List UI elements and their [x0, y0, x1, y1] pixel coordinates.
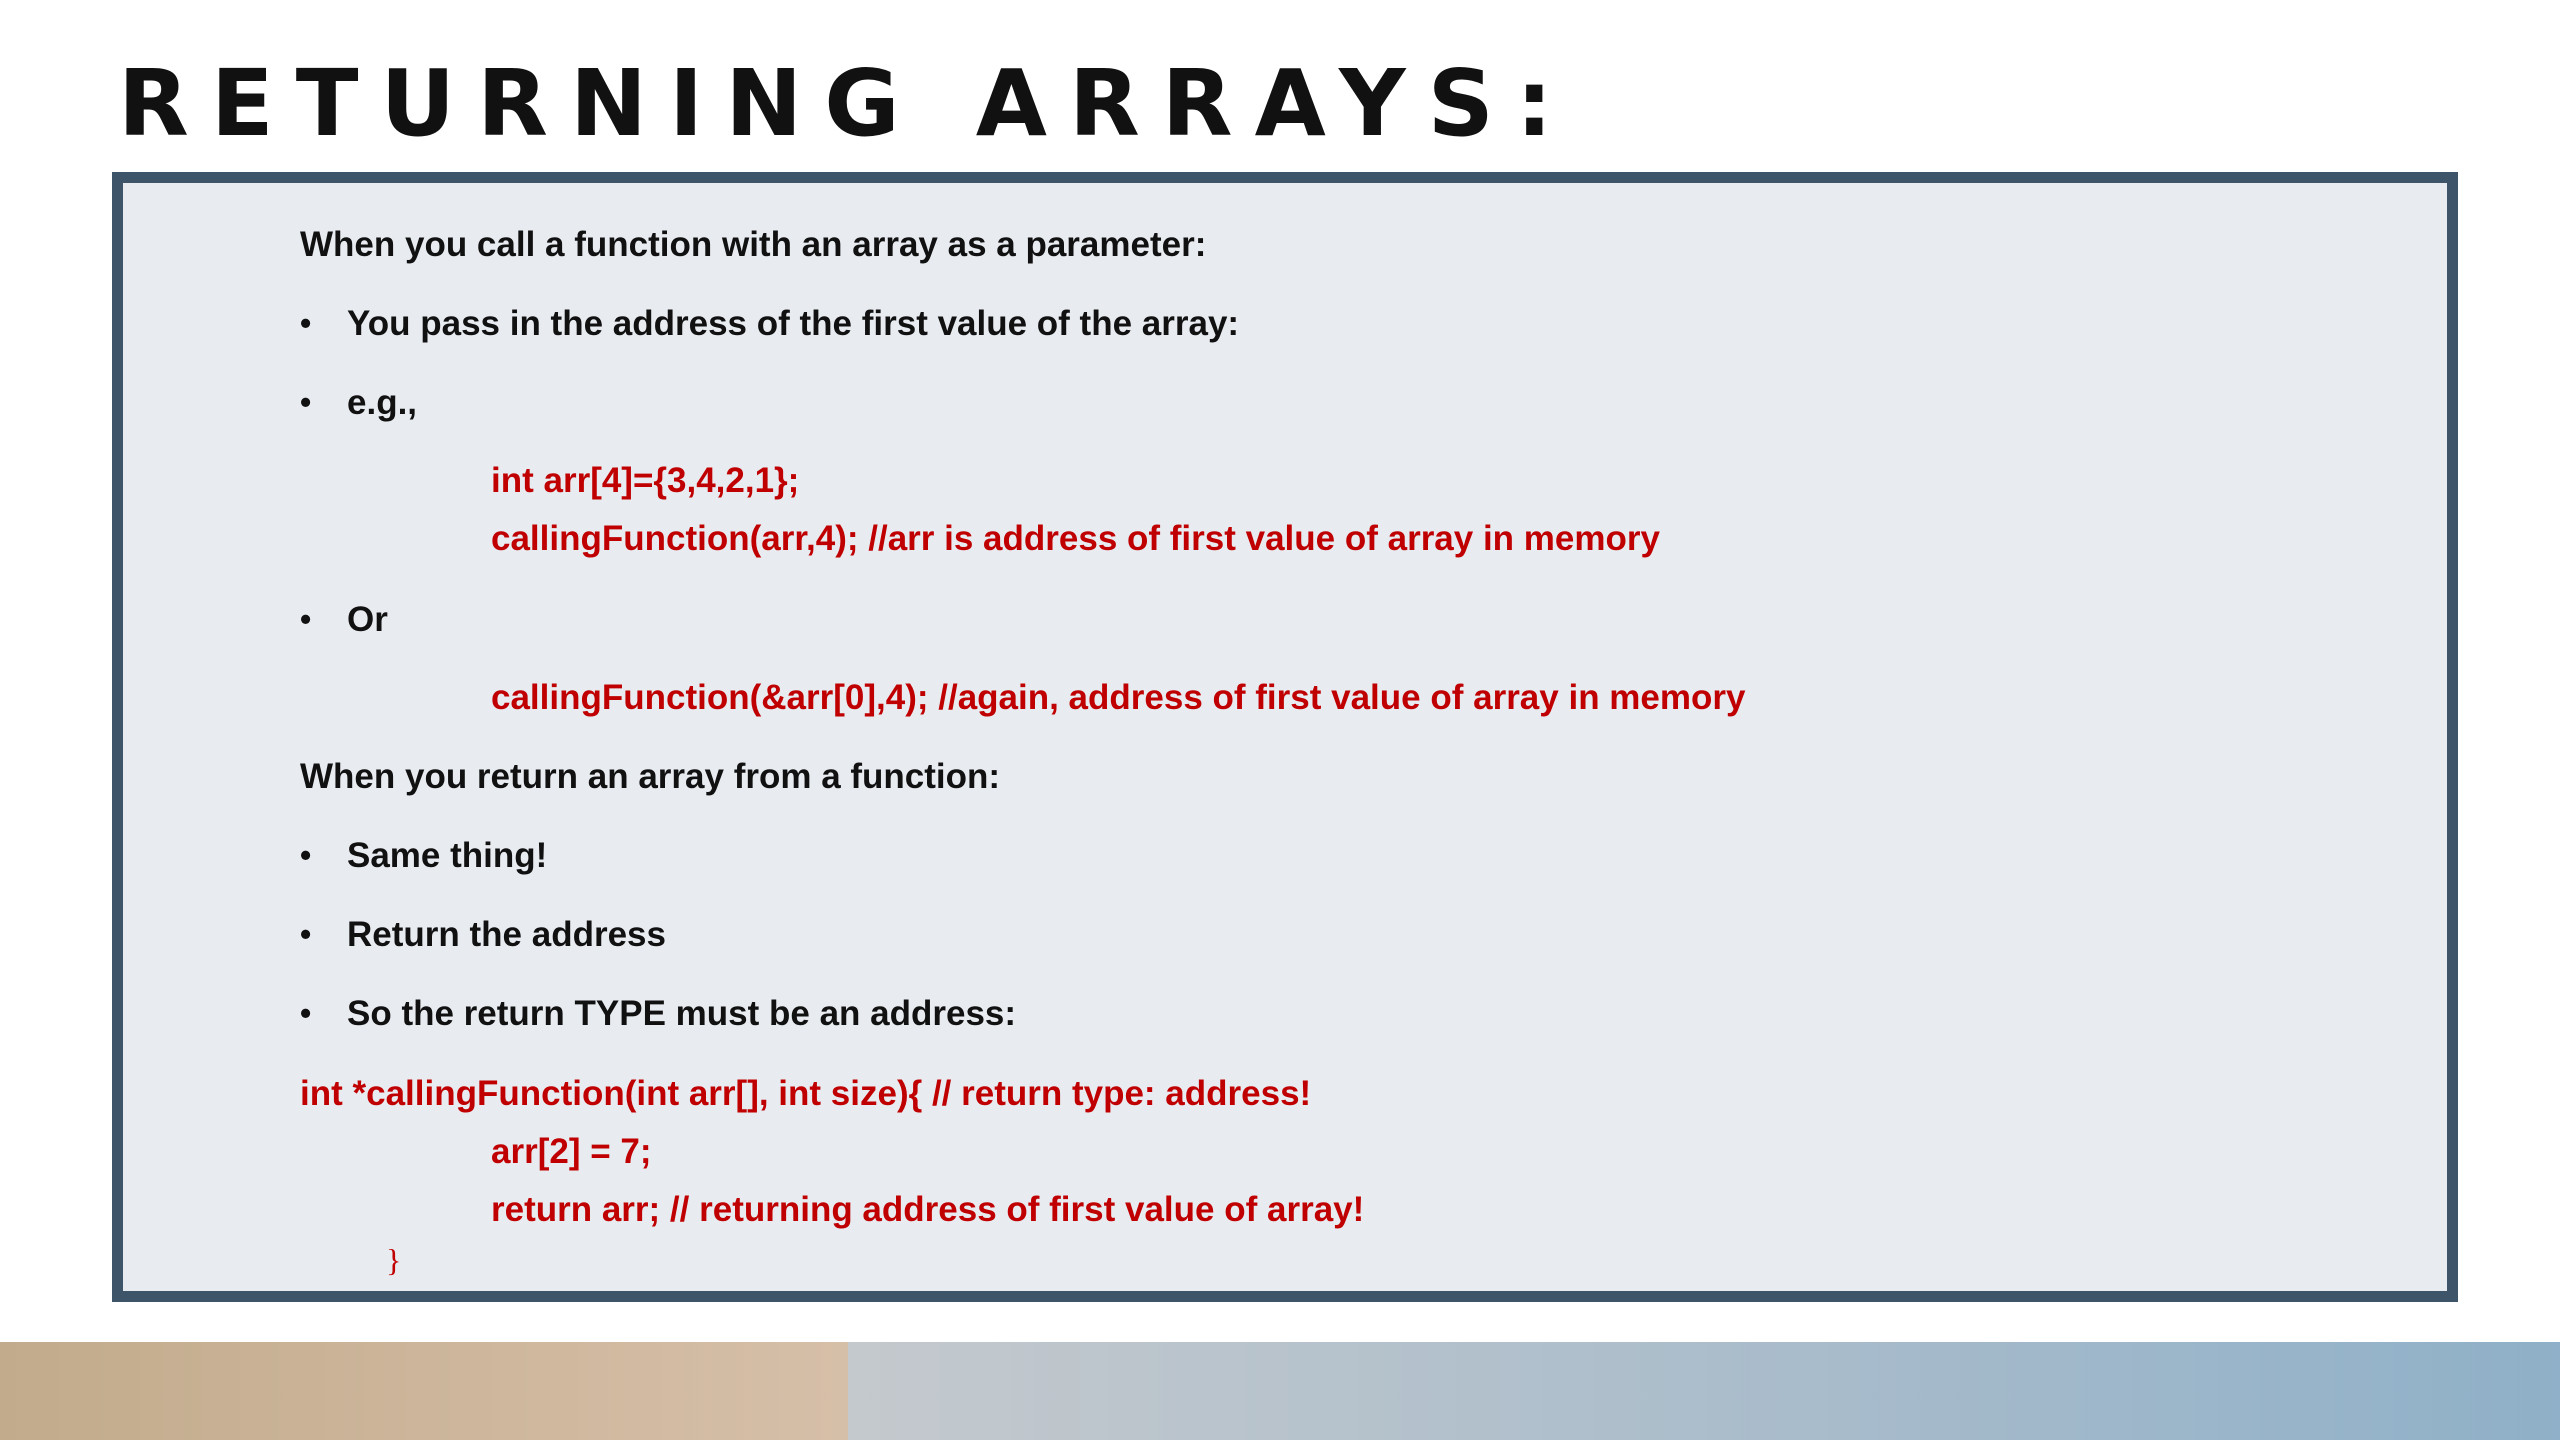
bullet-marker: •	[300, 837, 312, 873]
bullet-return-type: So the return TYPE must be an address:	[347, 994, 1017, 1033]
slide-title: RETURNING ARRAYS:	[118, 50, 1575, 157]
bullet-eg: e.g.,	[347, 383, 418, 422]
bullet-same-thing: Same thing!	[347, 836, 548, 875]
footer-band-left	[0, 1342, 848, 1440]
content-box	[112, 172, 2458, 1302]
code-call-with-arr: callingFunction(arr,4); //arr is address of first value of array in memory	[491, 519, 1660, 558]
bullet-return-address: Return the address	[347, 915, 666, 954]
code-array-assignment: arr[2] = 7;	[491, 1132, 652, 1171]
bullet-marker: •	[300, 601, 312, 637]
bullet-or: Or	[347, 600, 388, 639]
bullet-marker: •	[300, 305, 312, 341]
bullet-marker: •	[300, 384, 312, 420]
code-closing-brace: }	[386, 1242, 402, 1278]
code-array-declaration: int arr[4]={3,4,2,1};	[491, 461, 800, 500]
code-return-statement: return arr; // returning address of first value of array!	[491, 1190, 1365, 1229]
bullet-marker: •	[300, 995, 312, 1031]
footer-decoration-band	[0, 1342, 2560, 1440]
code-function-signature: int *callingFunction(int arr[], int size){ // return type: address!	[300, 1074, 1312, 1113]
bullet-marker: •	[300, 916, 312, 952]
footer-band-right	[848, 1342, 2560, 1440]
bullet-pass-address: You pass in the address of the first value of the array:	[347, 304, 1240, 343]
code-call-with-reference: callingFunction(&arr[0],4); //again, address of first value of array in memory	[491, 678, 1746, 717]
intro-return-text: When you return an array from a function:	[300, 757, 1001, 796]
intro-parameter-text: When you call a function with an array as a parameter:	[300, 225, 1207, 264]
